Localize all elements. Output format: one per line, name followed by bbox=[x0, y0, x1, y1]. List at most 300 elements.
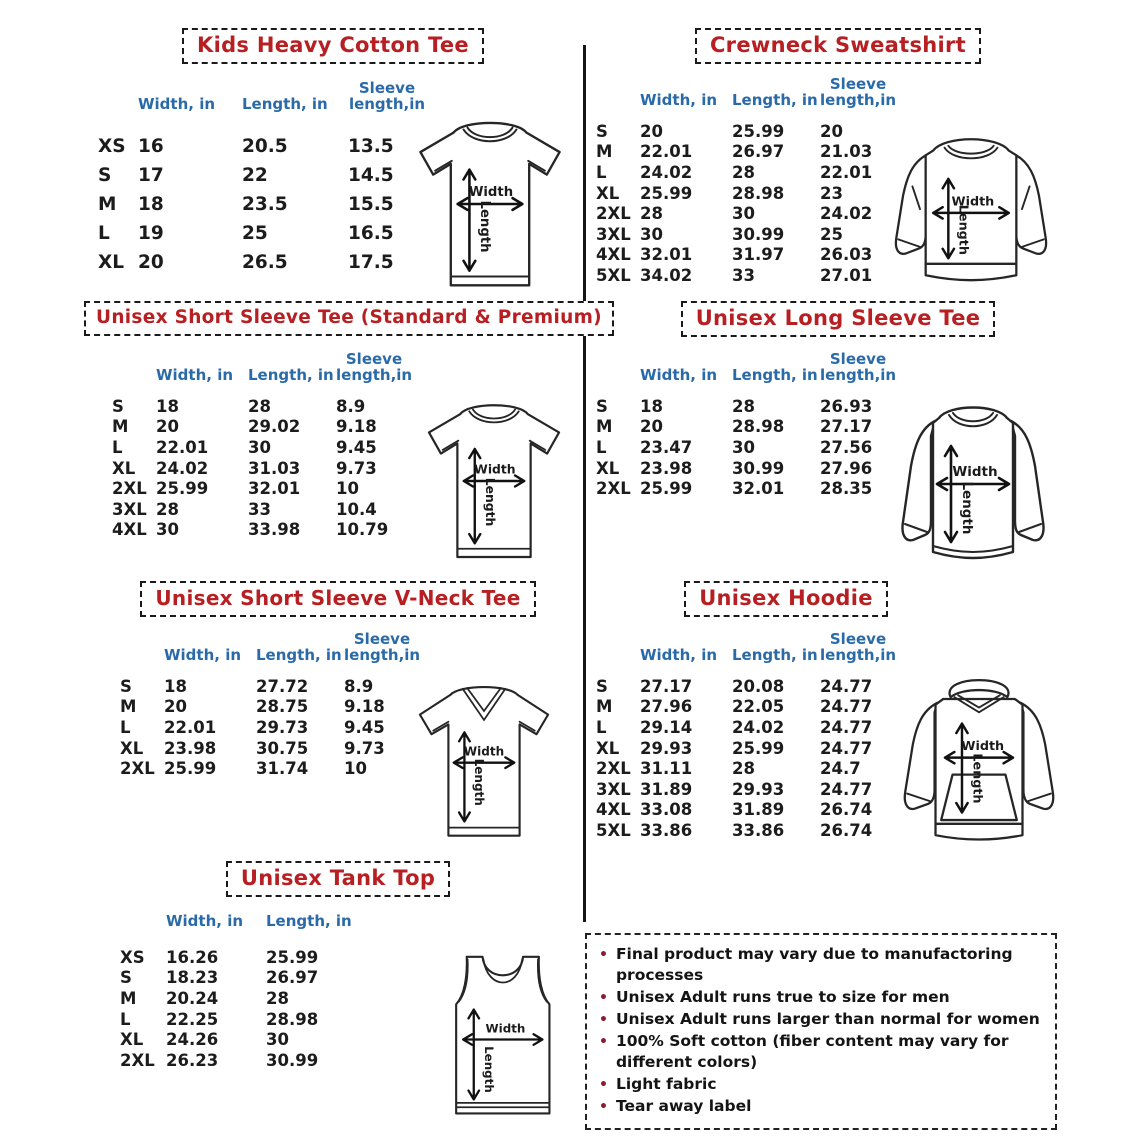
measurement-value: 28.75 bbox=[256, 697, 309, 717]
table-row bbox=[596, 203, 906, 224]
measurement-value: 26.23 bbox=[166, 1050, 219, 1070]
size-label: 2XL bbox=[596, 759, 631, 779]
table-body bbox=[596, 121, 906, 286]
measurement-value: 26.5 bbox=[242, 252, 288, 273]
width-label: Width bbox=[961, 739, 1005, 755]
measurement-value: 28.35 bbox=[820, 479, 873, 499]
column-header: Length, in bbox=[248, 366, 334, 384]
measurement-value: 13.5 bbox=[348, 136, 394, 157]
measurement-value: 20.24 bbox=[166, 988, 219, 1008]
measurement-value: 27.01 bbox=[820, 265, 873, 285]
measurement-value: 25 bbox=[820, 224, 843, 244]
width-label: Width bbox=[468, 185, 514, 201]
size-label: S bbox=[112, 396, 124, 416]
bullet-icon: • bbox=[599, 1076, 608, 1093]
table-row bbox=[120, 717, 430, 738]
measurement-value: 30.99 bbox=[266, 1050, 319, 1070]
table-row bbox=[596, 800, 906, 821]
measurement-value: 32.01 bbox=[640, 245, 693, 265]
table-header-row bbox=[596, 351, 906, 383]
section-title: Unisex Hoodie bbox=[684, 581, 888, 617]
hoodie-diagram bbox=[875, 664, 1083, 874]
tank-top-diagram bbox=[410, 948, 578, 1124]
table-row bbox=[596, 245, 906, 266]
measurement-value: 24.77 bbox=[820, 676, 873, 696]
sleeve-left bbox=[905, 703, 938, 809]
table-row bbox=[596, 162, 906, 183]
measurement-value: 29.14 bbox=[640, 717, 693, 737]
measurement-value: 23.98 bbox=[164, 738, 217, 758]
measurement-value: 9.73 bbox=[336, 458, 377, 478]
measurement-value: 33 bbox=[732, 265, 755, 285]
size-label: M bbox=[596, 417, 613, 437]
measurement-value: 29.02 bbox=[248, 417, 301, 437]
measurement-value: 9.45 bbox=[344, 717, 385, 737]
measurement-value: 33.98 bbox=[248, 520, 301, 540]
length-label: Length bbox=[482, 477, 497, 527]
table-row bbox=[120, 988, 362, 1009]
table-row bbox=[98, 190, 436, 219]
size-label: 2XL bbox=[112, 479, 147, 499]
column-header: Sleeve length,in bbox=[820, 630, 897, 664]
measurement-value: 20 bbox=[640, 417, 663, 437]
measurement-value: 28 bbox=[248, 396, 271, 416]
table-row bbox=[120, 738, 430, 759]
measurement-value: 30 bbox=[732, 204, 755, 224]
measurement-value: 24.77 bbox=[820, 717, 873, 737]
size-label: L bbox=[596, 437, 607, 457]
note-line bbox=[599, 987, 1043, 1009]
measurement-value: 15.5 bbox=[348, 194, 394, 215]
measurement-value: 26.74 bbox=[820, 800, 873, 820]
measurement-value: 27.96 bbox=[640, 697, 693, 717]
size-label: S bbox=[596, 121, 608, 141]
bullet-icon: • bbox=[599, 1099, 608, 1116]
size-label: S bbox=[120, 676, 132, 696]
section-title-row bbox=[84, 301, 602, 336]
measurement-value: 27.17 bbox=[640, 676, 693, 696]
measurement-value: 23 bbox=[820, 183, 843, 203]
column-header: Length, in bbox=[242, 95, 328, 113]
measurement-value: 23.98 bbox=[640, 458, 693, 478]
measurement-value: 26.93 bbox=[820, 396, 873, 416]
measurement-value: 17 bbox=[138, 165, 164, 186]
measurement-value: 25.99 bbox=[156, 479, 209, 499]
measurement-value: 30 bbox=[640, 224, 663, 244]
measurement-value: 28 bbox=[732, 759, 755, 779]
width-label: Width bbox=[474, 462, 516, 477]
measurement-value: 32.01 bbox=[248, 479, 301, 499]
measurement-value: 21.03 bbox=[820, 142, 873, 162]
column-header: Width, in bbox=[164, 646, 242, 664]
section-crewneck-sweatshirt bbox=[592, 28, 1084, 298]
measurement-value: 33.08 bbox=[640, 800, 693, 820]
table-row bbox=[596, 820, 906, 841]
table-row bbox=[596, 265, 906, 286]
measurement-value: 29.93 bbox=[640, 738, 693, 758]
size-table bbox=[120, 913, 362, 1071]
table-row bbox=[112, 417, 422, 438]
measurement-value: 22.01 bbox=[156, 437, 209, 457]
sweatshirt-diagram bbox=[862, 126, 1080, 296]
table-row bbox=[596, 458, 906, 479]
column-header: Length, in bbox=[732, 646, 818, 664]
bullet-icon: • bbox=[599, 1011, 608, 1028]
size-label: 4XL bbox=[596, 800, 631, 820]
measurement-value: 28.98 bbox=[732, 183, 785, 203]
measurement-value: 27.56 bbox=[820, 437, 873, 457]
column-header: Width, in bbox=[640, 646, 718, 664]
sleeve-left bbox=[902, 421, 935, 540]
section-unisex-long-sleeve-tee bbox=[592, 301, 1084, 573]
table-row bbox=[596, 779, 906, 800]
column-header: Width, in bbox=[640, 91, 718, 109]
measurement-value: 25 bbox=[242, 223, 268, 244]
width-label: Width bbox=[463, 744, 505, 759]
column-header: Length, in bbox=[266, 912, 352, 930]
width-label: Width bbox=[951, 194, 995, 210]
table-row bbox=[596, 758, 906, 779]
table-header-row bbox=[120, 631, 430, 663]
size-label: XS bbox=[98, 136, 126, 157]
measurement-value: 22.01 bbox=[164, 717, 217, 737]
measurement-value: 16.5 bbox=[348, 223, 394, 244]
measurement-value: 31.03 bbox=[248, 458, 301, 478]
length-label: Length bbox=[482, 1046, 497, 1093]
table-row bbox=[112, 520, 422, 541]
column-header: Length, in bbox=[732, 91, 818, 109]
measurement-value: 24.02 bbox=[820, 204, 873, 224]
table-body bbox=[596, 676, 906, 841]
measurement-value: 30 bbox=[732, 437, 755, 457]
measurement-value: 20 bbox=[640, 121, 663, 141]
table-row bbox=[120, 1029, 362, 1050]
table-row bbox=[112, 437, 422, 458]
measurement-value: 28 bbox=[640, 204, 663, 224]
measurement-value: 20 bbox=[156, 417, 179, 437]
table-row bbox=[596, 224, 906, 245]
section-title: Unisex Long Sleeve Tee bbox=[681, 301, 996, 337]
note-text: Unisex Adult runs larger than normal for women bbox=[615, 1009, 1040, 1028]
table-header-row bbox=[98, 80, 436, 112]
measurement-value: 28 bbox=[156, 499, 179, 519]
note-text: 100% Soft cotton (fiber content may vary for different colors) bbox=[615, 1032, 1009, 1072]
length-label: Length bbox=[955, 204, 971, 255]
measurement-value: 30.75 bbox=[256, 738, 309, 758]
table-row bbox=[112, 396, 422, 417]
section-title-row bbox=[592, 301, 1084, 337]
table-header-row bbox=[112, 351, 422, 383]
measurement-value: 22.01 bbox=[820, 162, 873, 182]
table-header-row bbox=[120, 913, 362, 929]
note-line bbox=[599, 1009, 1043, 1031]
measurement-value: 22.25 bbox=[166, 1009, 219, 1029]
sleeve-right bbox=[1011, 421, 1044, 540]
tee-diagram bbox=[402, 394, 586, 568]
table-row bbox=[120, 1050, 362, 1071]
table-row bbox=[596, 121, 906, 142]
measurement-value: 30 bbox=[248, 437, 271, 457]
size-label: L bbox=[98, 223, 110, 244]
measurement-value: 24.02 bbox=[732, 717, 785, 737]
section-kids-heavy-cotton-tee bbox=[80, 28, 586, 298]
section-unisex-hoodie bbox=[592, 581, 1084, 875]
product-notes-box bbox=[585, 933, 1057, 1130]
measurement-value: 22 bbox=[242, 165, 268, 186]
table-row bbox=[98, 248, 436, 277]
measurement-value: 20 bbox=[820, 121, 843, 141]
measurement-value: 20.08 bbox=[732, 676, 785, 696]
measurement-value: 27.96 bbox=[820, 458, 873, 478]
measurement-value: 28 bbox=[732, 162, 755, 182]
table-row bbox=[112, 478, 422, 499]
measurement-value: 9.18 bbox=[336, 417, 377, 437]
size-label: M bbox=[98, 194, 117, 215]
measurement-value: 8.9 bbox=[344, 676, 374, 696]
size-label: 5XL bbox=[596, 820, 631, 840]
longsleeve-diagram bbox=[862, 394, 1084, 574]
measurement-value: 31.11 bbox=[640, 759, 693, 779]
length-label: Length bbox=[477, 200, 493, 253]
measurement-value: 24.7 bbox=[820, 759, 861, 779]
table-row bbox=[112, 499, 422, 520]
section-title-row bbox=[92, 861, 584, 897]
measurement-value: 8.9 bbox=[336, 396, 366, 416]
measurement-value: 26.03 bbox=[820, 245, 873, 265]
measurement-value: 18 bbox=[640, 396, 663, 416]
measurement-value: 33 bbox=[248, 499, 271, 519]
measurement-value: 9.73 bbox=[344, 738, 385, 758]
table-row bbox=[120, 968, 362, 989]
measurement-value: 20 bbox=[164, 697, 187, 717]
section-title: Unisex Tank Top bbox=[226, 861, 450, 897]
measurement-value: 25.99 bbox=[640, 479, 693, 499]
note-text: Light fabric bbox=[615, 1074, 717, 1093]
measurement-value: 25.99 bbox=[640, 183, 693, 203]
size-label: S bbox=[98, 165, 112, 186]
column-header: Length, in bbox=[256, 646, 342, 664]
column-header: Width, in bbox=[166, 912, 244, 930]
measurement-value: 32.01 bbox=[732, 479, 785, 499]
section-title-row bbox=[80, 28, 586, 64]
measurement-value: 22.05 bbox=[732, 697, 785, 717]
measurement-value: 30 bbox=[266, 1030, 289, 1050]
table-header-row bbox=[596, 631, 906, 663]
size-label: M bbox=[120, 697, 137, 717]
tee-diagram bbox=[392, 110, 588, 298]
measurement-value: 25.99 bbox=[266, 947, 319, 967]
measurement-value: 23.47 bbox=[640, 437, 693, 457]
bullet-icon: • bbox=[599, 947, 608, 963]
table-body bbox=[98, 132, 436, 277]
table-row bbox=[120, 1009, 362, 1030]
measurement-value: 18 bbox=[138, 194, 164, 215]
sleeve-right bbox=[1021, 703, 1054, 809]
length-label: Length bbox=[959, 481, 975, 535]
measurement-value: 33.86 bbox=[640, 820, 693, 840]
bullet-icon: • bbox=[599, 1034, 608, 1051]
measurement-value: 24.77 bbox=[820, 738, 873, 758]
table-row bbox=[120, 676, 430, 697]
length-label: Length bbox=[969, 753, 985, 804]
bullet-icon: • bbox=[599, 989, 608, 1006]
length-label: Length bbox=[472, 758, 487, 806]
size-label: XL bbox=[596, 183, 620, 203]
note-text: Unisex Adult runs true to size for men bbox=[615, 987, 950, 1006]
size-table bbox=[596, 76, 906, 286]
size-label: L bbox=[596, 717, 607, 737]
table-row bbox=[596, 396, 906, 417]
table-body bbox=[596, 396, 906, 499]
size-label: S bbox=[596, 396, 608, 416]
size-label: L bbox=[120, 717, 131, 737]
size-label: L bbox=[112, 437, 123, 457]
sleeve-right bbox=[1014, 154, 1046, 253]
measurement-value: 18 bbox=[156, 396, 179, 416]
size-label: XL bbox=[596, 738, 620, 758]
size-label: XS bbox=[120, 947, 145, 967]
measurement-value: 24.77 bbox=[820, 697, 873, 717]
table-row bbox=[596, 717, 906, 738]
measurement-value: 24.02 bbox=[156, 458, 209, 478]
measurement-value: 24.26 bbox=[166, 1030, 219, 1050]
note-line bbox=[599, 1031, 1043, 1074]
measurement-value: 31.97 bbox=[732, 245, 785, 265]
measurement-value: 10.4 bbox=[336, 499, 377, 519]
table-row bbox=[596, 417, 906, 438]
measurement-value: 16.26 bbox=[166, 947, 219, 967]
table-body bbox=[120, 947, 362, 1071]
table-row bbox=[596, 738, 906, 759]
table-row bbox=[120, 697, 430, 718]
table-header-row bbox=[596, 76, 906, 108]
measurement-value: 30 bbox=[156, 520, 179, 540]
size-label: XL bbox=[120, 1030, 144, 1050]
note-line bbox=[599, 1074, 1043, 1096]
size-table bbox=[120, 631, 430, 779]
measurement-value: 18.23 bbox=[166, 968, 219, 988]
size-table bbox=[596, 631, 906, 841]
table-row bbox=[98, 161, 436, 190]
section-unisex-vneck-tee bbox=[92, 581, 584, 853]
size-label: 4XL bbox=[112, 520, 147, 540]
measurement-value: 10 bbox=[344, 759, 367, 779]
size-label: 2XL bbox=[596, 204, 631, 224]
table-body bbox=[112, 396, 422, 540]
table-row bbox=[596, 437, 906, 458]
size-label: 5XL bbox=[596, 265, 631, 285]
column-header: Width, in bbox=[156, 366, 234, 384]
size-label: XL bbox=[98, 252, 125, 273]
measurement-value: 18 bbox=[164, 676, 187, 696]
size-table bbox=[596, 351, 906, 499]
measurement-value: 9.45 bbox=[336, 437, 377, 457]
table-row bbox=[596, 183, 906, 204]
size-label: 3XL bbox=[112, 499, 147, 519]
width-label: Width bbox=[952, 464, 998, 480]
table-body bbox=[120, 676, 430, 779]
size-label: 3XL bbox=[596, 779, 631, 799]
table-row bbox=[596, 478, 906, 499]
measurement-value: 28.98 bbox=[732, 417, 785, 437]
column-header: Width, in bbox=[138, 95, 216, 113]
measurement-value: 25.99 bbox=[164, 759, 217, 779]
measurement-value: 26.97 bbox=[266, 968, 319, 988]
measurement-value: 20.5 bbox=[242, 136, 288, 157]
section-title-row bbox=[592, 581, 1084, 617]
note-line bbox=[599, 1096, 1043, 1118]
size-label: M bbox=[112, 417, 129, 437]
measurement-value: 24.77 bbox=[820, 779, 873, 799]
measurement-value: 25.99 bbox=[732, 121, 785, 141]
measurement-value: 31.74 bbox=[256, 759, 309, 779]
size-label: M bbox=[596, 697, 613, 717]
column-header: Sleeve length,in bbox=[344, 630, 421, 664]
measurement-value: 31.89 bbox=[640, 779, 693, 799]
table-row bbox=[596, 697, 906, 718]
measurement-value: 30.99 bbox=[732, 224, 785, 244]
size-label: L bbox=[596, 162, 607, 182]
size-label: 2XL bbox=[596, 479, 631, 499]
table-row bbox=[112, 458, 422, 479]
size-label: S bbox=[120, 968, 132, 988]
table-row bbox=[596, 142, 906, 163]
measurement-value: 28.98 bbox=[266, 1009, 319, 1029]
measurement-value: 16 bbox=[138, 136, 164, 157]
table-row bbox=[98, 132, 436, 161]
table-row bbox=[98, 219, 436, 248]
size-label: XL bbox=[596, 458, 620, 478]
waistband bbox=[936, 824, 1023, 840]
measurement-value: 28 bbox=[266, 988, 289, 1008]
section-unisex-short-sleeve-tee bbox=[84, 301, 602, 573]
table-row bbox=[120, 758, 430, 779]
measurement-value: 26.74 bbox=[820, 820, 873, 840]
measurement-value: 34.02 bbox=[640, 265, 693, 285]
waistband bbox=[926, 264, 1017, 280]
section-unisex-tank-top bbox=[92, 861, 584, 1133]
measurement-value: 31.89 bbox=[732, 800, 785, 820]
size-label: M bbox=[596, 142, 613, 162]
measurement-value: 28 bbox=[732, 396, 755, 416]
size-label: M bbox=[120, 988, 137, 1008]
measurement-value: 25.99 bbox=[732, 738, 785, 758]
sleeve-left bbox=[896, 154, 928, 253]
column-header: Sleeve length,in bbox=[820, 350, 897, 384]
note-line bbox=[599, 944, 1043, 987]
table-row bbox=[596, 676, 906, 697]
column-header: Length, in bbox=[732, 366, 818, 384]
section-title: Unisex Short Sleeve Tee (Standard & Premium) bbox=[84, 301, 614, 336]
column-header: Sleeve length,in bbox=[336, 350, 413, 384]
size-label: S bbox=[596, 676, 608, 696]
size-label: 2XL bbox=[120, 759, 155, 779]
column-header: Sleeve length,in bbox=[348, 79, 426, 113]
measurement-value: 27.72 bbox=[256, 676, 309, 696]
measurement-value: 14.5 bbox=[348, 165, 394, 186]
measurement-value: 17.5 bbox=[348, 252, 394, 273]
section-title-row bbox=[592, 28, 1084, 64]
size-table bbox=[112, 351, 422, 540]
measurement-value: 20 bbox=[138, 252, 164, 273]
measurement-value: 29.73 bbox=[256, 717, 309, 737]
measurement-value: 23.5 bbox=[242, 194, 288, 215]
size-label: XL bbox=[120, 738, 144, 758]
column-header: Sleeve length,in bbox=[820, 75, 897, 109]
measurement-value: 22.01 bbox=[640, 142, 693, 162]
size-label: 2XL bbox=[120, 1050, 155, 1070]
width-label: Width bbox=[485, 1021, 526, 1036]
